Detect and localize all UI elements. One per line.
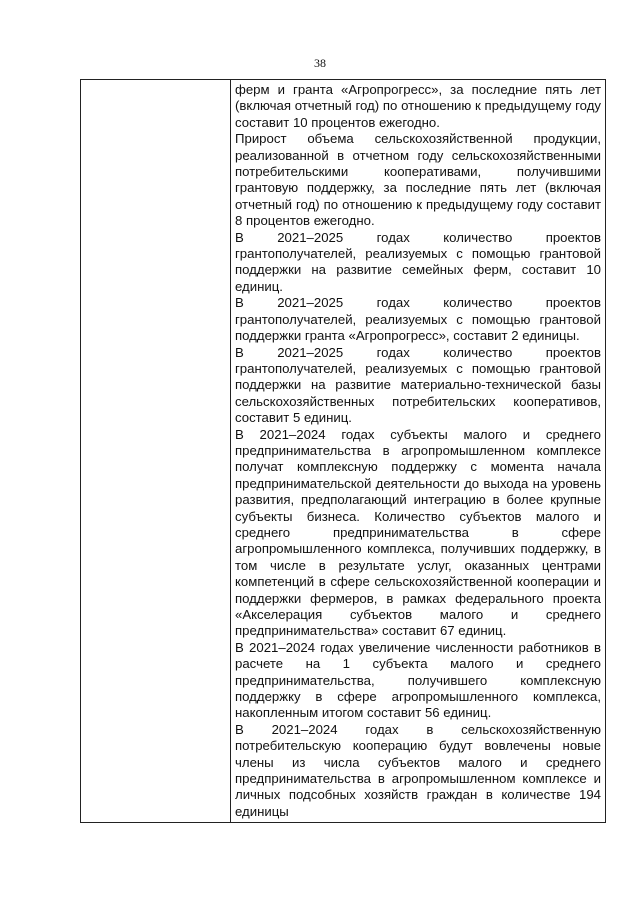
paragraph-5: В 2021–2025 годах количество проектов грантополучателей, реализуемых с помощью грантовой поддержки на развитие материально-технической базы сельскохозяйственных потребительских кооперативов, составит 5 единиц. — [235, 344, 601, 426]
paragraph-8: В 2021–2024 годах в сельскохозяйственную потребительскую кооперацию будут вовлечены новые члены из числа субъектов малого и среднего предпринимательства в агропромышленном комплексе и личных подсобных хозяйств граждан в количестве 194 единицы — [235, 721, 601, 819]
paragraph-1: ферм и гранта «Агропрогресс», за последние пять лет (включая отчетный год) по отношению к предыдущему году составит 10 процентов ежегодно. — [235, 82, 601, 130]
paragraph-3: В 2021–2025 годах количество проектов грантополучателей, реализуемых с помощью грантовой поддержки на развитие семейных ферм, составит 10 единиц. — [235, 229, 601, 294]
page-number: 38 — [314, 56, 326, 70]
paragraph-4: В 2021–2025 годах количество проектов грантополучателей, реализуемых с помощью грантовой поддержки гранта «Агропрогресс», составит 2 единицы. — [235, 295, 601, 344]
paragraph-7: В 2021–2024 годах увеличение численности работников в расчете на 1 субъекта малого и среднего предпринимательства, получившего комплексную поддержку в сфере агропромышленного комплекса, накопленным итогом составит 56 единиц. — [235, 639, 601, 721]
paragraph-2: Прирост объема сельскохозяйственной продукции, реализованной в отчетном году сельскохозяйственными потребительскими кооперативами, получившими грантовую поддержку, за последние пять лет (включая отчетный год) по отношению к предыдущему году составит 8 процентов ежегодно. — [235, 131, 601, 229]
document-table — [80, 79, 606, 823]
table-left-cell — [81, 80, 231, 822]
paragraph-6: В 2021–2024 годах субъекты малого и среднего предпринимательства в агропромышленном комплексе получат комплексную поддержку с момента начала предпринимательской деятельности до выхода на уровень развития, предполагающий интеграцию в более крупные субъекты бизнеса. Количество субъектов малого и среднего предпринимательства в сфере агропромышленного комплекса, получивших поддержку, в том числе в результате услуг, оказанных центрами компетенций в сфере сельскохозяйственной кооперации и поддержки фермеров, в рамках федерального проекта «Акселерация субъектов малого и среднего предпринимательства» составит 67 единиц. — [235, 426, 601, 639]
table-right-cell — [231, 80, 605, 822]
